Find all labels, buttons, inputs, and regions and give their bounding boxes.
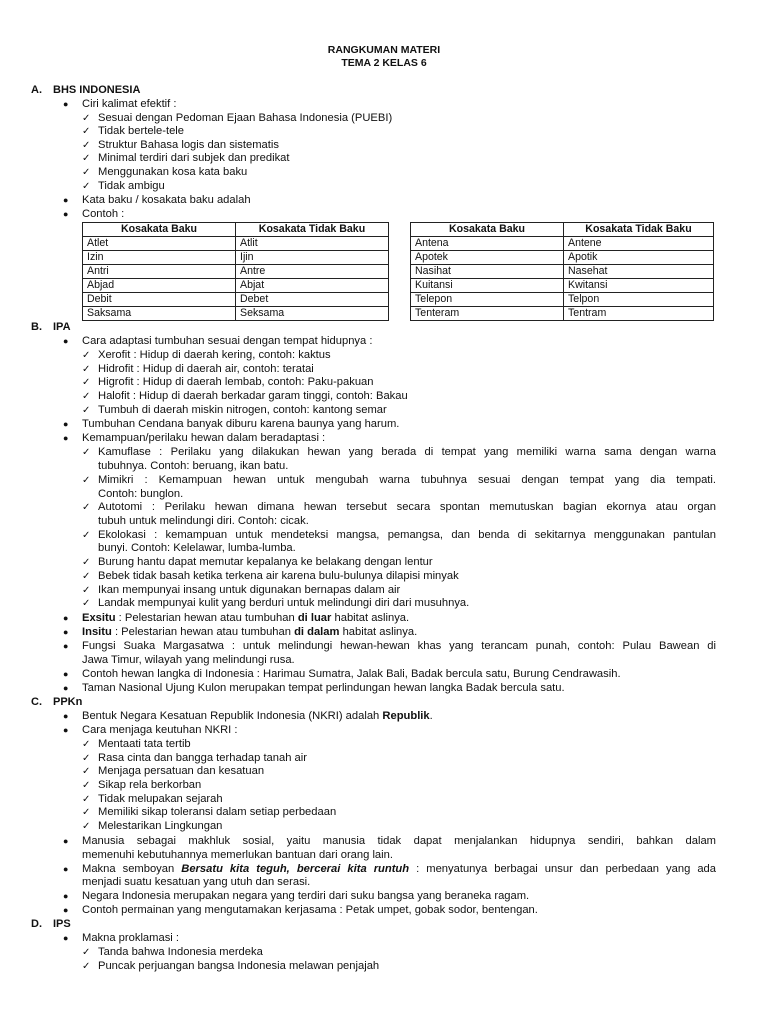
table-cell: Antri	[83, 265, 236, 279]
table-cell: Antene	[564, 237, 714, 251]
bullet-icon: ●	[63, 209, 69, 219]
checkmark-icon: ✓	[82, 447, 91, 458]
section-title: IPS	[53, 918, 71, 930]
bullet-icon: ●	[63, 836, 69, 846]
section-letter: D.	[31, 918, 42, 930]
checkmark-icon: ✓	[82, 126, 91, 137]
table-cell: Debet	[236, 293, 389, 307]
table-cell: Saksama	[83, 307, 236, 321]
check-item: ✓ Mentaati tata tertib	[82, 738, 191, 750]
bullet-proklamasi: ● Makna proklamasi :	[63, 932, 179, 944]
bullet-icon: ●	[63, 419, 69, 429]
check-item: ✓ Menggunakan kosa kata baku	[82, 166, 248, 178]
check-item: ✓ Mimikri : Kemampuan hewan untuk mengubah warna tubuhnya sesuai dengan tempat yang dia tempati.	[82, 474, 716, 486]
table-cell: Nasehat	[564, 265, 714, 279]
check-item: ✓ Struktur Bahasa logis dan sistematis	[82, 139, 279, 151]
bullet-icon: ●	[63, 99, 69, 109]
table-row	[83, 251, 389, 265]
check-item: ✓ Burung hantu dapat memutar kepalanya ke belakang dengan lentur	[82, 556, 433, 568]
section-d-heading	[31, 918, 71, 930]
checkmark-icon: ✓	[82, 821, 91, 832]
bullet-icon: ●	[63, 905, 69, 915]
text-continuation: bunyi. Contoh: Kelelawar, lumba-lumba.	[98, 542, 296, 554]
bullet-cara-menjaga: ● Cara menjaga keutuhan NKRI :	[63, 724, 238, 736]
checkmark-icon: ✓	[82, 571, 91, 582]
check-item: ✓ Sikap rela berkorban	[82, 779, 202, 791]
kosakata-table-2	[410, 222, 714, 321]
column-header: Kosakata Tidak Baku	[236, 223, 389, 237]
bullet-icon: ●	[63, 864, 69, 874]
check-item: ✓ Puncak perjuangan bangsa Indonesia melawan penjajah	[82, 960, 380, 972]
check-item: ✓ Halofit : Hidup di daerah berkadar garam tinggi, contoh: Bakau	[82, 390, 408, 402]
table-row	[411, 237, 714, 251]
section-title: IPA	[53, 321, 71, 333]
bullet-icon: ●	[63, 336, 69, 346]
table-row	[411, 265, 714, 279]
bullet-ujung-kulon: ● Taman Nasional Ujung Kulon merupakan tempat perlindungan hewan langka Badak bercula satu.	[63, 682, 565, 694]
section-letter: B.	[31, 321, 42, 333]
checkmark-icon: ✓	[82, 113, 91, 124]
bullet-nkri: ● Bentuk Negara Kesatuan Republik Indonesia (NKRI) adalah Republik.	[63, 710, 433, 722]
bullet-hewan: ● Kemampuan/perilaku hewan dalam beradaptasi :	[63, 432, 326, 444]
table-row	[83, 293, 389, 307]
table-row	[411, 279, 714, 293]
table-cell: Abjat	[236, 279, 389, 293]
table-cell: Telepon	[411, 293, 564, 307]
table-row	[83, 237, 389, 251]
checkmark-icon: ✓	[82, 598, 91, 609]
check-item: ✓ Tidak bertele-tele	[82, 125, 185, 137]
check-item: ✓ Minimal terdiri dari subjek dan predikat	[82, 152, 290, 164]
bullet-kata-baku: ● Kata baku / kosakata baku adalah	[63, 194, 251, 206]
check-item: ✓ Bebek tidak basah ketika terkena air karena bulu-bulunya dilapisi minyak	[82, 570, 459, 582]
text-continuation: Jawa Timur, wilayah yang melindungi rusa.	[82, 654, 295, 666]
bullet-ciri-kalimat: ● Ciri kalimat efektif :	[63, 98, 177, 110]
column-header: Kosakata Baku	[411, 223, 564, 237]
text-continuation: tubuhnya. Contoh: beruang, ikan batu.	[98, 460, 289, 472]
check-item: ✓ Hidrofit : Hidup di daerah air, contoh: teratai	[82, 363, 314, 375]
table-cell: Abjad	[83, 279, 236, 293]
checkmark-icon: ✓	[82, 557, 91, 568]
bullet-icon: ●	[63, 613, 69, 623]
table-cell: Nasihat	[411, 265, 564, 279]
checkmark-icon: ✓	[82, 961, 91, 972]
table-cell: Tenteram	[411, 307, 564, 321]
table-row	[83, 265, 389, 279]
text-continuation: Contoh: bunglon.	[98, 488, 184, 500]
table-cell: Debit	[83, 293, 236, 307]
check-item: ✓ Kamuflase : Perilaku yang dilakukan hewan yang berada di tempat yang memiliki warna sama dengan warna	[82, 446, 716, 458]
bullet-suaka: ● Fungsi Suaka Margasatwa : untuk melindungi hewan-hewan khas yang terancam punah, contoh: Pulau Bawean di	[63, 640, 716, 652]
table-header-row	[83, 223, 389, 237]
table-cell: Antena	[411, 237, 564, 251]
table-cell: Atlet	[83, 237, 236, 251]
table-cell: Antre	[236, 265, 389, 279]
table-row	[83, 279, 389, 293]
check-item: ✓ Ikan mempunyai insang untuk digunakan bernapas dalam air	[82, 584, 401, 596]
section-c-heading	[31, 696, 82, 708]
section-title: PPKn	[53, 696, 83, 708]
table-cell: Apotek	[411, 251, 564, 265]
bullet-contoh: ● Contoh :	[63, 208, 125, 220]
column-header: Kosakata Tidak Baku	[564, 223, 714, 237]
bullet-icon: ●	[63, 933, 69, 943]
bullet-icon: ●	[63, 683, 69, 693]
checkmark-icon: ✓	[82, 181, 91, 192]
section-b-heading	[31, 321, 71, 333]
check-item: ✓ Tidak melupakan sejarah	[82, 793, 223, 805]
checkmark-icon: ✓	[82, 475, 91, 486]
kosakata-table-1	[82, 222, 389, 321]
check-item: ✓ Rasa cinta dan bangga terhadap tanah air	[82, 752, 307, 764]
checkmark-icon: ✓	[82, 530, 91, 541]
checkmark-icon: ✓	[82, 140, 91, 151]
text-continuation: tubuh untuk melindungi diri. Contoh: cicak.	[98, 515, 309, 527]
text-continuation: memenuhi kebutuhannya memerlukan bantuan dari orang lain.	[82, 849, 393, 861]
bullet-sosial: ● Manusia sebagai makhluk sosial, yaitu manusia tidak dapat menjalankan hidupnya sendiri, bahkan dalam	[63, 835, 716, 847]
check-item: ✓ Autotomi : Perilaku hewan dimana hewan tersebut secara spontan memutuskan bagian ekornya atau organ	[82, 501, 716, 513]
checkmark-icon: ✓	[82, 753, 91, 764]
checkmark-icon: ✓	[82, 391, 91, 402]
checkmark-icon: ✓	[82, 377, 91, 388]
checkmark-icon: ✓	[82, 167, 91, 178]
column-header: Kosakata Baku	[83, 223, 236, 237]
table-row	[83, 307, 389, 321]
check-item: ✓ Tidak ambigu	[82, 180, 165, 192]
checkmark-icon: ✓	[82, 364, 91, 375]
check-item: ✓ Landak mempunyai kulit yang berduri untuk melindungi diri dari musuhnya.	[82, 597, 470, 609]
checkmark-icon: ✓	[82, 947, 91, 958]
table-cell: Ijin	[236, 251, 389, 265]
table-cell: Tentram	[564, 307, 714, 321]
bullet-insitu: ● Insitu : Pelestarian hewan atau tumbuhan di dalam habitat aslinya.	[63, 626, 418, 638]
checkmark-icon: ✓	[82, 807, 91, 818]
bullet-langka: ● Contoh hewan langka di Indonesia : Harimau Sumatra, Jalak Bali, Badak bercula satu, Burung Cendrawasih.	[63, 668, 621, 680]
bullet-icon: ●	[63, 433, 69, 443]
bullet-icon: ●	[63, 891, 69, 901]
table-row	[411, 307, 714, 321]
checkmark-icon: ✓	[82, 739, 91, 750]
check-item: ✓ Higrofit : Hidup di daerah lembab, contoh: Paku-pakuan	[82, 376, 374, 388]
check-item: ✓ Melestarikan Lingkungan	[82, 820, 223, 832]
table-row	[411, 293, 714, 307]
checkmark-icon: ✓	[82, 794, 91, 805]
bullet-adaptasi: ● Cara adaptasi tumbuhan sesuai dengan tempat hidupnya :	[63, 335, 373, 347]
table-cell: Kwitansi	[564, 279, 714, 293]
bullet-cendana: ● Tumbuhan Cendana banyak diburu karena baunya yang harum.	[63, 418, 400, 430]
table-cell: Atlit	[236, 237, 389, 251]
check-item: ✓ Menjaga persatuan dan kesatuan	[82, 765, 265, 777]
bullet-exsitu: ● Exsitu : Pelestarian hewan atau tumbuhan di luar habitat aslinya.	[63, 612, 410, 624]
table-cell: Apotik	[564, 251, 714, 265]
doc-title-line2: TEMA 2 KELAS 6	[341, 57, 427, 69]
checkmark-icon: ✓	[82, 153, 91, 164]
bullet-icon: ●	[63, 627, 69, 637]
section-letter: A.	[31, 84, 42, 96]
checkmark-icon: ✓	[82, 585, 91, 596]
section-a-heading	[31, 84, 140, 96]
section-letter: C.	[31, 696, 42, 708]
text-continuation: menjadi suatu kesatuan yang utuh dan serasi.	[82, 876, 311, 888]
table-cell: Izin	[83, 251, 236, 265]
table-cell: Telpon	[564, 293, 714, 307]
table-row	[411, 251, 714, 265]
bullet-icon: ●	[63, 669, 69, 679]
table-cell: Seksama	[236, 307, 389, 321]
table-header-row	[411, 223, 714, 237]
bullet-icon: ●	[63, 711, 69, 721]
check-item: ✓ Xerofit : Hidup di daerah kering, contoh: kaktus	[82, 349, 331, 361]
bullet-permainan: ● Contoh permainan yang mengutamakan kerjasama : Petak umpet, gobak sodor, bentengan.	[63, 904, 538, 916]
check-item: ✓ Memiliki sikap toleransi dalam setiap perbedaan	[82, 806, 337, 818]
check-item: ✓ Tumbuh di daerah miskin nitrogen, contoh: kantong semar	[82, 404, 387, 416]
bullet-negara: ● Negara Indonesia merupakan negara yang terdiri dari suku bangsa yang beraneka ragam.	[63, 890, 530, 902]
table-cell: Kuitansi	[411, 279, 564, 293]
check-item: ✓ Sesuai dengan Pedoman Ejaan Bahasa Indonesia (PUEBI)	[82, 112, 393, 124]
section-title: BHS INDONESIA	[53, 84, 141, 96]
checkmark-icon: ✓	[82, 350, 91, 361]
checkmark-icon: ✓	[82, 405, 91, 416]
bullet-icon: ●	[63, 195, 69, 205]
checkmark-icon: ✓	[82, 766, 91, 777]
checkmark-icon: ✓	[82, 502, 91, 513]
doc-title-line1: RANGKUMAN MATERI	[327, 44, 441, 56]
bullet-semboyan: ● Makna semboyan Bersatu kita teguh, bercerai kita runtuh : menyatunya berbagai unsur dan perbedaan yang ada	[63, 863, 716, 875]
bullet-icon: ●	[63, 641, 69, 651]
check-item: ✓ Tanda bahwa Indonesia merdeka	[82, 946, 263, 958]
checkmark-icon: ✓	[82, 780, 91, 791]
check-item: ✓ Ekolokasi : kemampuan untuk mendeteksi mangsa, pemangsa, dan benda di sekitarnya menggunakan pantulan	[82, 529, 716, 541]
bullet-icon: ●	[63, 725, 69, 735]
